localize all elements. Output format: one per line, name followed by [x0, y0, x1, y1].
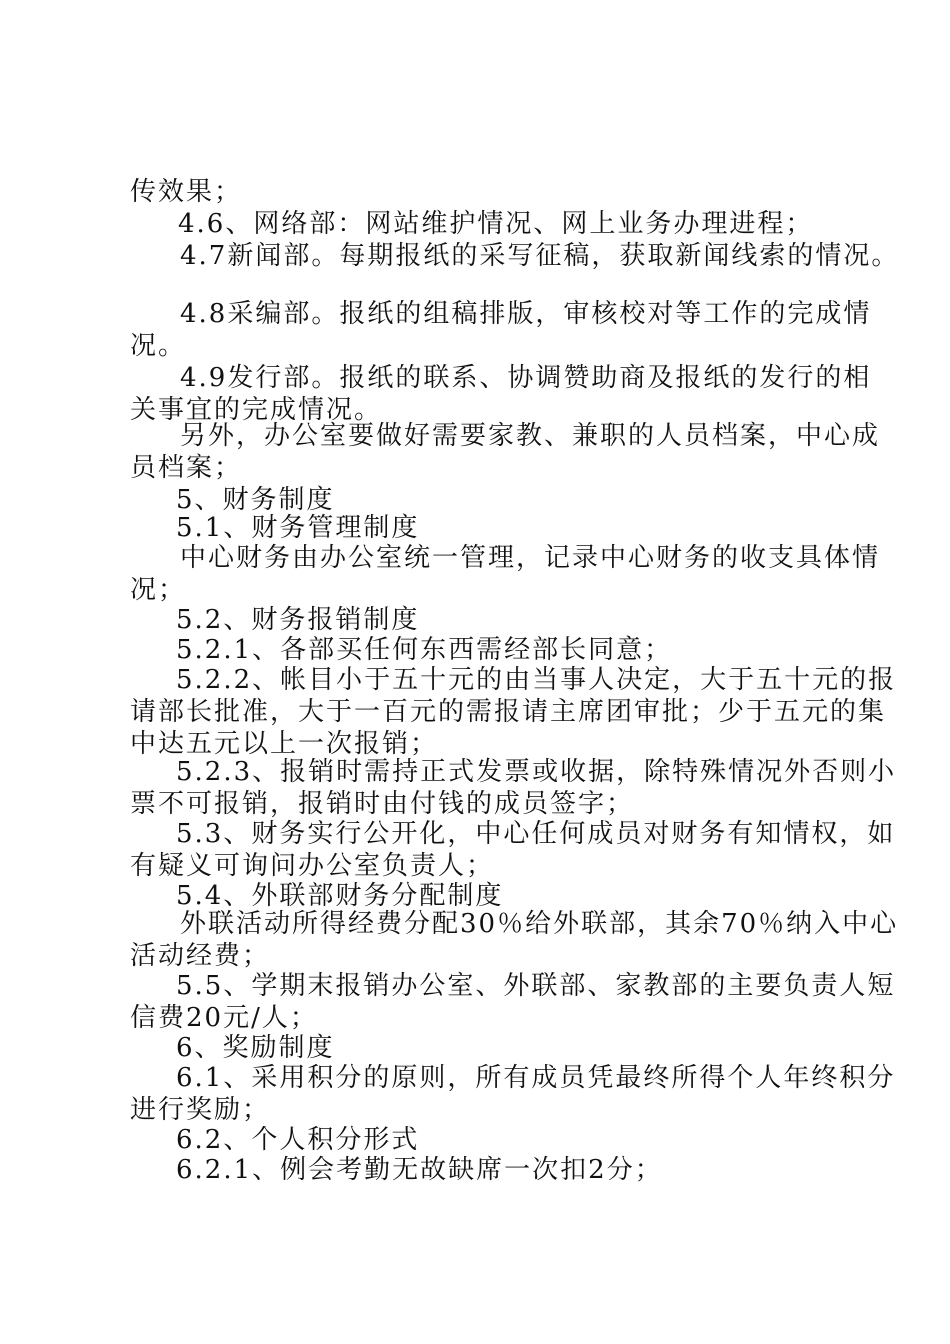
text-line-27: 信费20元/人； — [130, 1003, 318, 1033]
text-line-2: 4.6、网络部：网站维护情况、网上业务办理进程； — [178, 209, 814, 239]
text-line-21: 5.3、财务实行公开化，中心任何成员对财务有知情权，如 — [176, 819, 896, 849]
text-line-26: 5.5、学期末报销办公室、外联部、家教部的主要负责人短 — [176, 971, 896, 1001]
text-line-22: 有疑义可询问办公室负责人； — [130, 851, 495, 881]
text-line-30: 进行奖励； — [130, 1095, 271, 1125]
text-line-10: 5、财务制度 — [176, 485, 335, 515]
text-line-20: 票不可报销，报销时由付钱的成员签字； — [130, 789, 635, 819]
text-line-14: 5.2、财务报销制度 — [176, 605, 420, 635]
text-line-7: 关事宜的完成情况。 — [130, 395, 383, 425]
text-line-4: 4.8采编部。报纸的组稿排版，审核校对等工作的完成情 — [180, 299, 872, 329]
text-line-31: 6.2、个人积分形式 — [176, 1125, 420, 1155]
text-line-12: 中心财务由办公室统一管理，记录中心财务的收支具体情 — [180, 543, 881, 573]
text-line-25: 活动经费； — [130, 941, 271, 971]
text-line-3: 4.7新闻部。每期报纸的采写征稿，获取新闻线索的情况。 — [180, 241, 900, 271]
text-line-1: 传效果； — [130, 177, 243, 207]
text-line-29: 6.1、采用积分的原则，所有成员凭最终所得个人年终积分 — [176, 1063, 896, 1093]
text-line-18: 中达五元以上一次报销； — [130, 729, 439, 759]
text-line-17: 请部长批准，大于一百元的需报请主席团审批；少于五元的集 — [130, 697, 887, 727]
text-line-13: 况； — [130, 575, 187, 605]
text-line-5: 况。 — [130, 331, 187, 361]
text-line-11: 5.1、财务管理制度 — [176, 513, 420, 543]
text-line-16: 5.2.2、帐目小于五十元的由当事人决定，大于五十元的报 — [176, 665, 897, 695]
text-line-6: 4.9发行部。报纸的联系、协调赞助商及报纸的发行的相 — [180, 363, 872, 393]
text-line-32: 6.2.1、例会考勤无故缺席一次扣2分； — [176, 1155, 663, 1185]
text-line-8: 另外，办公室要做好需要家教、兼职的人员档案，中心成 — [180, 421, 881, 451]
text-line-9: 员档案； — [130, 453, 243, 483]
text-line-19: 5.2.3、报销时需持正式发票或收据，除特殊情况外否则小 — [176, 757, 897, 787]
text-line-23: 5.4、外联部财务分配制度 — [176, 881, 504, 911]
text-line-15: 5.2.1、各部买任何东西需经部长同意； — [176, 635, 673, 665]
text-line-24: 外联活动所得经费分配30％给外联部，其余70％纳入中心 — [180, 909, 899, 939]
text-line-28: 6、奖励制度 — [176, 1033, 335, 1063]
